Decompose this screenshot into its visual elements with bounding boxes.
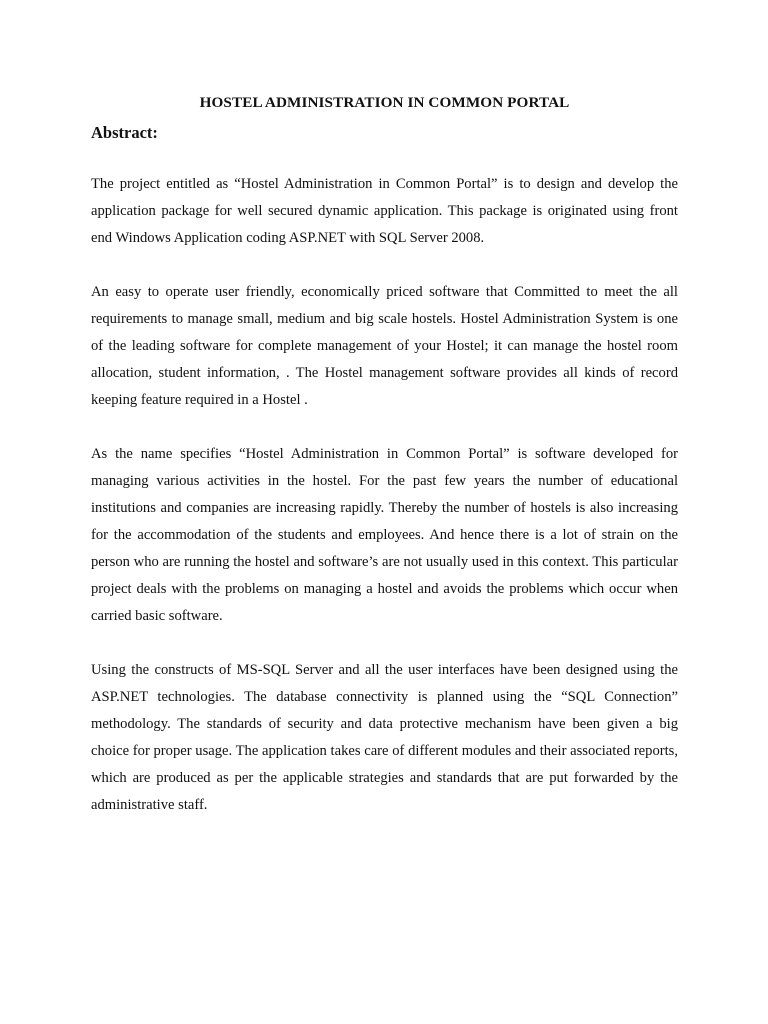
abstract-paragraph-1: The project entitled as “Hostel Administration in Common Portal” is to design and develop the application package for well secured dynamic application. This package is originated using front end Windows Application coding ASP.NET with SQL Server 2008. [91,176,678,246]
document-title: HOSTEL ADMINISTRATION IN COMMON PORTAL [199,94,570,111]
abstract-paragraph-4: Using the constructs of MS-SQL Server and all the user interfaces have been designed using the ASP.NET technologies. The database connectivity is planned using the “SQL Connection” methodology. The standards of security and data protective mechanism have been given a big choice for proper usage. The application takes care of different modules and their associated reports, which are produced as per the applicable strategies and standards that are put forwarded by the administrative staff. [91,662,678,813]
abstract-paragraph-2: An easy to operate user friendly, economically priced software that Committed to meet the all requirements to manage small, medium and big scale hostels. Hostel Administration System is one of the leading software for complete management of your Hostel; it can manage the hostel room allocation, student information, . The Hostel management software provides all kinds of record keeping feature required in a Hostel . [91,284,678,408]
section-heading-abstract: Abstract: [91,123,158,142]
abstract-paragraph-3: As the name specifies “Hostel Administration in Common Portal” is software developed for managing various activities in the hostel. For the past few years the number of educational institutions and companies are increasing rapidly. Thereby the number of hostels is also increasing for the accommodation of the students and employees. And hence there is a lot of strain on the person who are running the hostel and software’s are not usually used in this context. This particular project deals with the problems on managing a hostel and avoids the problems which occur when carried basic software. [91,446,678,624]
